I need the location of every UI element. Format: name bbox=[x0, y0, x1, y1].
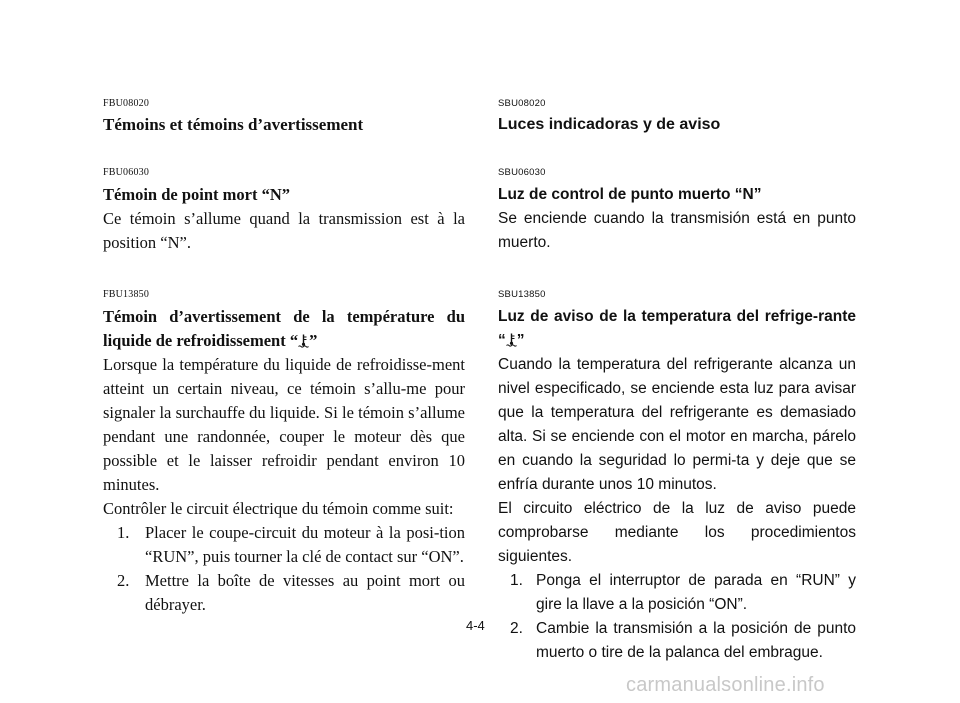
neutral-indicator-heading: Témoin de point mort “N” bbox=[103, 185, 290, 204]
step-text: Placer le coupe-circuit du moteur à la posi-tion “RUN”, puis tourner la clé de contact sur “ON”. bbox=[145, 523, 465, 566]
section-title: Luces indicadoras y de aviso bbox=[498, 116, 721, 133]
step-number: 2. bbox=[510, 620, 523, 637]
heading-text-end: ” bbox=[309, 331, 318, 350]
subsection-code: FBU13850 bbox=[103, 289, 150, 300]
spanish-column bbox=[498, 98, 856, 665]
list-item bbox=[498, 617, 856, 665]
coolant-temperature-icon bbox=[506, 333, 517, 347]
step-text: Mettre la boîte de vitesses au point mort ou débrayer. bbox=[145, 571, 465, 614]
step-number: 1. bbox=[117, 523, 130, 542]
step-number: 2. bbox=[117, 571, 130, 590]
coolant-warning-text: Lorsque la température du liquide de refroidisse-ment atteint un certain niveau, ce témoin s’allu-me pour signaler la surchauffe du liquide. Si le témoin s’allume pendant une randonnée, couper le moteur dès que possible et le laisser refroidir pendant environ 10 minutes. bbox=[103, 355, 465, 494]
step-text: Cambie la transmisión a la posición de punto muerto o tire de la palanca del embrague. bbox=[536, 620, 856, 661]
subsection-code: SBU06030 bbox=[498, 167, 546, 178]
heading-text: Luz de aviso de la temperatura del refrige-rante “ bbox=[498, 308, 856, 349]
section-title: Témoins et témoins d’avertissement bbox=[103, 115, 364, 134]
french-column bbox=[103, 98, 465, 617]
step-text: Ponga el interruptor de parada en “RUN” y gire la llave a la posición “ON”. bbox=[536, 572, 856, 613]
section-code: FBU08020 bbox=[103, 98, 150, 109]
coolant-temperature-icon bbox=[298, 334, 309, 348]
check-steps-list bbox=[498, 569, 856, 665]
coolant-warning-heading bbox=[103, 305, 465, 353]
step-number: 1. bbox=[510, 572, 523, 589]
neutral-indicator-heading: Luz de control de punto muerto “N” bbox=[498, 186, 762, 203]
heading-text: Témoin d’avertissement de la température du liquide de refroidissement “ bbox=[103, 307, 465, 350]
page-number: 4-4 bbox=[466, 618, 485, 633]
coolant-warning-heading bbox=[498, 305, 856, 353]
check-steps-list bbox=[103, 521, 465, 617]
list-item bbox=[498, 569, 856, 617]
section-code: SBU08020 bbox=[498, 98, 546, 109]
subsection-code: FBU06030 bbox=[103, 167, 150, 178]
heading-text-end: ” bbox=[516, 332, 525, 349]
neutral-indicator-text: Ce témoin s’allume quand la transmission est à la position “N”. bbox=[103, 209, 465, 252]
list-item bbox=[103, 569, 465, 617]
list-item bbox=[103, 521, 465, 569]
neutral-indicator-text: Se enciende cuando la transmisión está en punto muerto. bbox=[498, 210, 856, 251]
coolant-warning-text: Cuando la temperatura del refrigerante alcanza un nivel especificado, se enciende esta luz para avisar que la temperatura del refrigerante es demasiado alta. Si se enciende con el motor en marcha, párelo en cuando la seguridad lo permi-ta y deje que se enfría durante unos 10 minutos. bbox=[498, 356, 856, 493]
circuit-check-intro: El circuito eléctrico de la luz de aviso puede comprobarse mediante los procedimientos siguientes. bbox=[498, 500, 856, 565]
circuit-check-intro: Contrôler le circuit électrique du témoin comme suit: bbox=[103, 499, 454, 518]
watermark: carmanualsonline.info bbox=[626, 674, 825, 696]
subsection-code: SBU13850 bbox=[498, 289, 546, 300]
